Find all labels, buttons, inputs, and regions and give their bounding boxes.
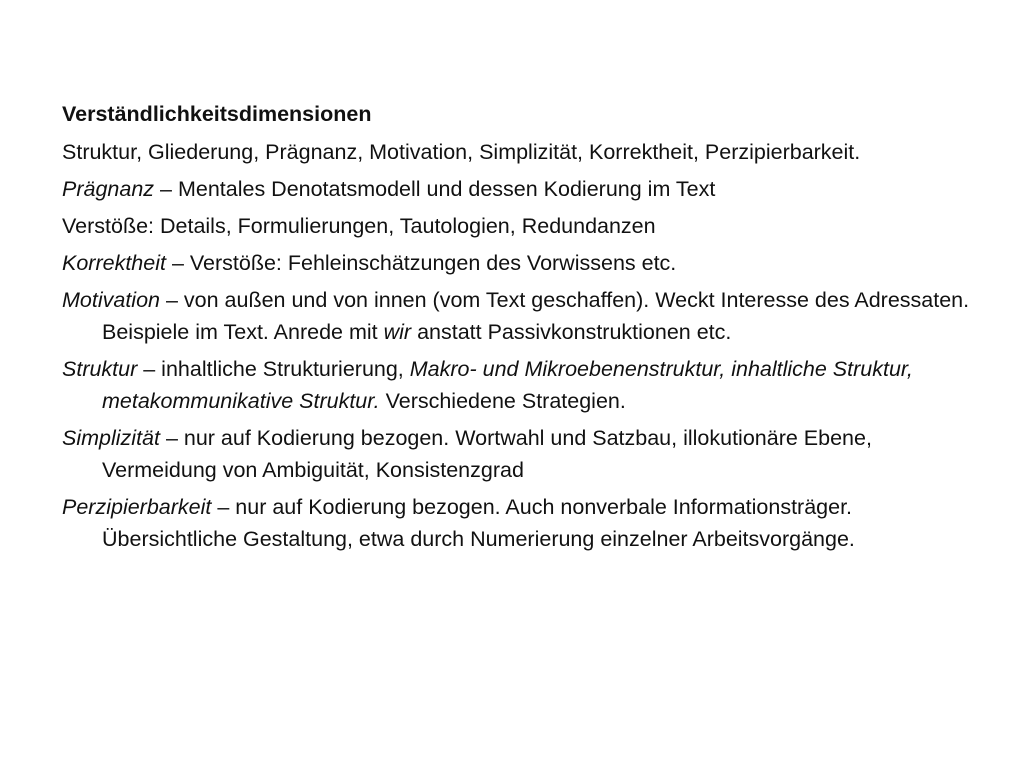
- item-term: Simplizität: [62, 426, 160, 450]
- list-item-motivation: [62, 284, 982, 348]
- item-text: – nur auf Kodierung bezogen. Wortwahl und Satzbau, illokutionäre Ebene, Vermeidung von Ambiguität, Konsistenzgrad: [102, 426, 872, 482]
- list-item-korrektheit: [62, 247, 982, 279]
- item-term: Perzipierbarkeit: [62, 495, 212, 519]
- item-emphasis: wir: [383, 320, 412, 344]
- item-term: Korrektheit: [62, 251, 166, 275]
- item-text: – Verstöße: Fehleinschätzungen des Vorwissens etc.: [165, 251, 677, 275]
- list-item-praegnanz: [62, 173, 982, 205]
- item-text: – von außen und von innen (vom Text geschaffen). Weckt Interesse des Adressaten. Beispiele im Text. Anrede mit: [102, 288, 970, 344]
- item-term: Struktur: [62, 357, 138, 381]
- slide-heading: Verständlichkeitsdimensionen: [62, 102, 372, 126]
- list-item-perzipierbarkeit: [62, 491, 982, 555]
- item-text: Struktur, Gliederung, Prägnanz, Motivation, Simplizität, Korrektheit, Perzipierbarkeit.: [62, 140, 861, 164]
- item-term: Prägnanz: [62, 177, 155, 201]
- slide-content: [62, 98, 982, 560]
- item-emphasis: Makro- und Mikroebenenstruktur, inhaltliche Struktur, metakommunikative Struktur.: [102, 357, 913, 413]
- list-item-verstoesse: [62, 210, 982, 242]
- item-text: Verschiedene Strategien.: [379, 389, 626, 413]
- item-term: Motivation: [62, 288, 160, 312]
- item-text: – inhaltliche Strukturierung,: [137, 357, 410, 381]
- list-item-dimensions-overview: [62, 136, 982, 168]
- list-item-simplizitaet: [62, 422, 982, 486]
- item-text: – Mentales Denotatsmodell und dessen Kodierung im Text: [154, 177, 716, 201]
- list-item-struktur: [62, 353, 982, 417]
- item-text: – nur auf Kodierung bezogen. Auch nonverbale Informationsträger. Übersichtliche Gestaltung, etwa durch Numerierung einzelner Arbeitsvorgänge.: [102, 495, 855, 551]
- item-text: Verstöße: Details, Formulierungen, Tautologien, Redundanzen: [62, 214, 656, 238]
- item-text: anstatt Passivkonstruktionen etc.: [411, 320, 732, 344]
